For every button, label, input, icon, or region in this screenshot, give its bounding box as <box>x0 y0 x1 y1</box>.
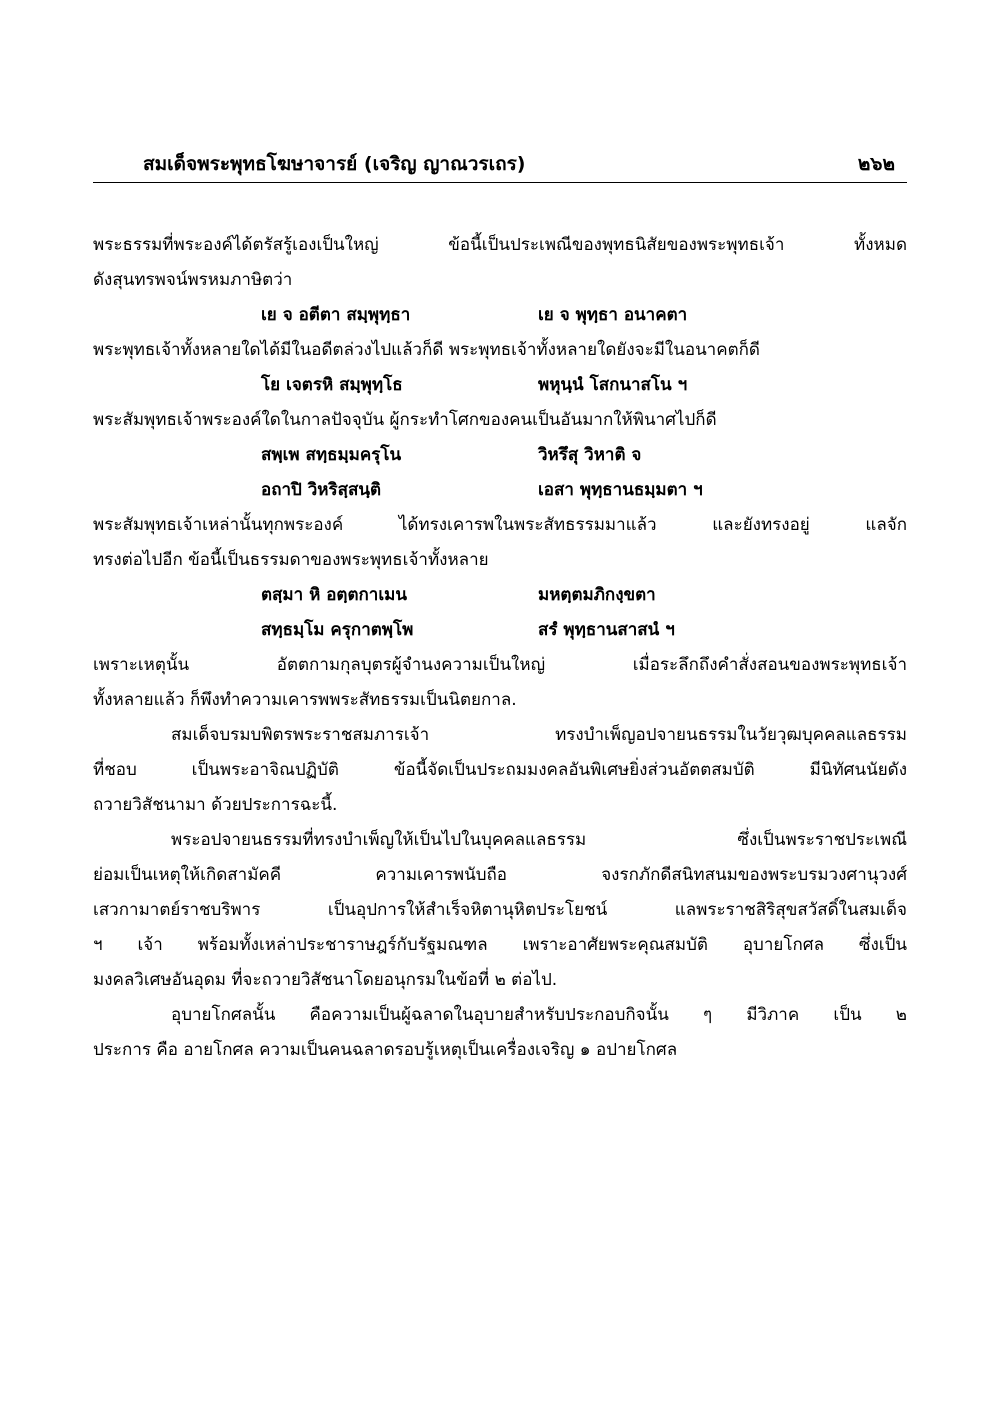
paragraph-first-line: อุบายโกศลนั้น คือความเป็นผู้ฉลาดในอุบายสำหรับประกอบกิจนั้น ๆ มีวิภาค เป็น ๒ <box>171 1005 907 1025</box>
text-line: มงคลวิเศษอันอุดม ที่จะถวายวิสัชนาโดยอนุกรมในข้อที่ ๒ ต่อไป. <box>93 970 558 990</box>
pali-verse-line <box>93 372 907 407</box>
page-number: ๒๖๒ <box>857 153 895 175</box>
paragraph-first-line: พระอปจายนธรรมที่ทรงบำเพ็ญให้เป็นไปในบุคคลแลธรรม ซึ่งเป็นพระราชประเพณี <box>171 830 907 850</box>
running-header <box>93 146 907 183</box>
text-line: ย่อมเป็นเหตุให้เกิดสามัคคี ความเคารพนับถือ จงรกภักดีสนิทสนมของพระบรมวงศานุวงศ์ <box>93 865 907 885</box>
verse-second-half: สรํ พุทฺธานสาสนํ ฯ <box>538 620 675 640</box>
verse-first-half: เย จ อตีตา สมฺพุทฺธา <box>261 305 411 325</box>
text-line: ทรงต่อไปอีก ข้อนี้เป็นธรรมดาของพระพุทธเจ้าทั้งหลาย <box>93 550 489 570</box>
verse-second-half: พหุนฺนํ โสกนาสโน ฯ <box>538 375 688 395</box>
text-line: พระสัมพุทธเจ้าเหล่านั้นทุกพระองค์ ได้ทรงเคารพในพระสัทธรรมมาแล้ว และยังทรงอยู่ แลจัก <box>93 515 907 535</box>
text-line: พระธรรมที่พระองค์ได้ตรัสรู้เองเป็นใหญ่ ข้อนี้เป็นประเพณีของพุทธนิสัยของพระพุทธเจ้า ทั้งหมด <box>93 235 907 255</box>
verse-second-half: มหตฺตมภิกงฺขตา <box>538 585 656 605</box>
pali-verse-line <box>93 617 907 652</box>
text-line: ถวายวิสัชนามา ด้วยประการฉะนี้. <box>93 795 338 815</box>
verse-first-half: ตสฺมา หิ อตฺตกาเมน <box>261 585 407 605</box>
verse-first-half: โย เจตรหิ สมฺพุทฺโธ <box>261 375 403 395</box>
verse-second-half: เอสา พุทฺธานธมฺมตา ฯ <box>538 480 703 500</box>
verse-second-half: เย จ พุทฺธา อนาคตา <box>538 305 688 325</box>
verse-first-half: สพฺเพ สทฺธมฺมครุโน <box>261 445 402 465</box>
text-line: ดังสุนทรพจน์พรหมภาษิตว่า <box>93 270 293 290</box>
header-title: สมเด็จพระพุทธโฆษาจารย์ (เจริญ ญาณวรเถร) <box>143 153 526 175</box>
translation-line: พระสัมพุทธเจ้าพระองค์ใดในกาลปัจจุบัน ผู้กระทำโศกของคนเป็นอันมากให้พินาศไปก็ดี <box>93 410 717 430</box>
paragraph-first-line: สมเด็จบรมบพิตรพระราชสมภารเจ้า ทรงบำเพ็ญอปจายนธรรมในวัยวุฒบุคคลแลธรรม <box>171 725 907 745</box>
pali-verse-line <box>93 582 907 617</box>
text-line: ทั้งหลายแล้ว ก็พึงทำความเคารพพระสัทธรรมเป็นนิตยกาล. <box>93 690 517 710</box>
text-line: ที่ชอบ เป็นพระอาจิณปฏิบัติ ข้อนี้จัดเป็นประถมมงคลอันพิเศษยิ่งส่วนอัตตสมบัติ มีนิทัศนนัยดัง <box>93 760 907 780</box>
text-line: เสวกามาตย์ราชบริพาร เป็นอุปการให้สำเร็จหิตานุหิตประโยชน์ แลพระราชสิริสุขสวัสดิ์ในสมเด็จ <box>93 900 907 920</box>
text-line: เพราะเหตุนั้น อัตตกามกุลบุตรผู้จำนงความเป็นใหญ่ เมื่อระลึกถึงคำสั่งสอนของพระพุทธเจ้า <box>93 655 907 675</box>
verse-second-half: วิหรึสุ วิหาติ จ <box>538 445 642 465</box>
verse-first-half: อถาปิ วิหริสฺสนฺติ <box>261 480 382 500</box>
page-body <box>93 232 907 1072</box>
text-line: ฯ เจ้า พร้อมทั้งเหล่าประชาราษฎร์กับรัฐมณฑล เพราะอาศัยพระคุณสมบัติ อุบายโกศล ซึ่งเป็น <box>93 935 907 955</box>
pali-verse-line <box>93 477 907 512</box>
pali-verse-line <box>93 442 907 477</box>
pali-verse-line <box>93 302 907 337</box>
translation-line: พระพุทธเจ้าทั้งหลายใดได้มีในอดีตล่วงไปแล้วก็ดี พระพุทธเจ้าทั้งหลายใดยังจะมีในอนาคตก็ดี <box>93 340 760 360</box>
text-line: ประการ คือ อายโกศล ความเป็นคนฉลาดรอบรู้เหตุเป็นเครื่องเจริญ ๑ อปายโกศล <box>93 1040 678 1060</box>
verse-first-half: สทฺธมฺโม ครุกาตพฺโพ <box>261 620 414 640</box>
